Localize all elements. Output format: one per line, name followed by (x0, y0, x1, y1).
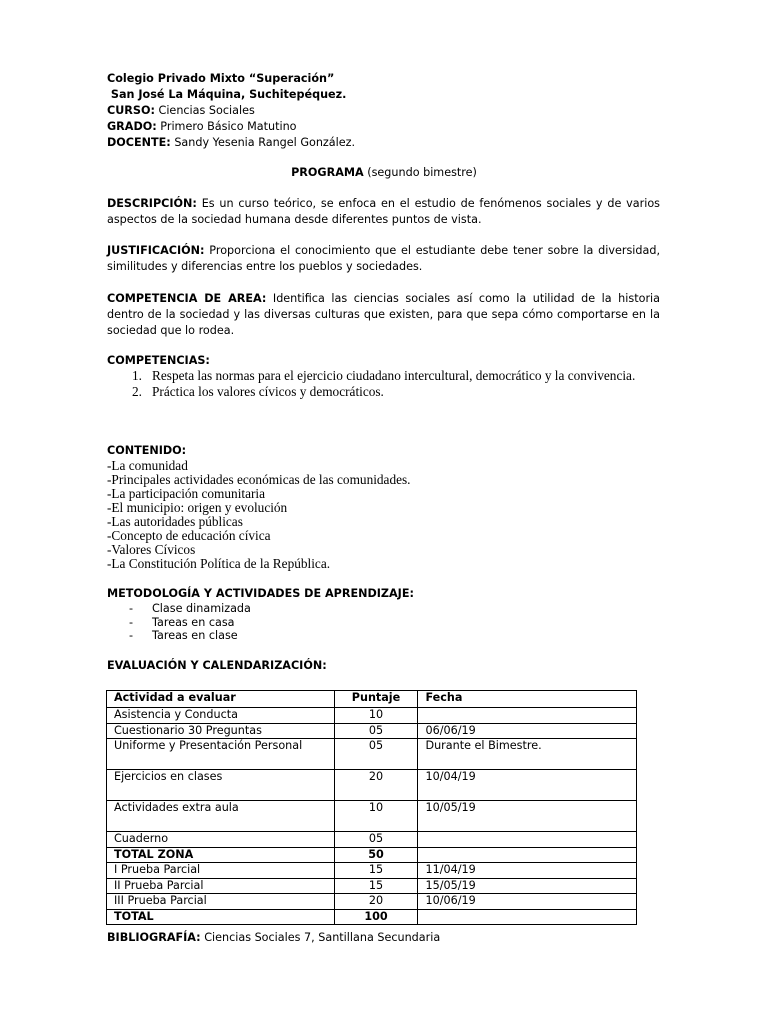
table-cell: 10/04/19 (418, 770, 637, 801)
table-cell (418, 847, 637, 863)
bibliografia-label: BIBLIOGRAFÍA: (107, 931, 201, 944)
list-item: -El municipio: origen y evolución (107, 500, 288, 515)
table-cell (418, 909, 637, 925)
justificacion-paragraph (107, 243, 660, 275)
justificacion-label: JUSTIFICACIÓN: (107, 244, 205, 257)
table-cell: Cuestionario 30 Preguntas (107, 723, 335, 739)
competencia-area-text: Identifica las ciencias sociales así como la utilidad de la historia dentro de la sociedad y las diversas culturas que existen, para que sepa cómo comportarse en la sociedad que lo rodea. (107, 292, 661, 337)
curso-line (107, 103, 667, 119)
list-item: - Clase dinamizada (129, 602, 251, 615)
curso-value: Ciencias Sociales (158, 104, 255, 117)
table-row (107, 909, 637, 925)
table-cell: 05 (334, 832, 418, 848)
table-cell: Cuaderno (107, 832, 335, 848)
table-cell: 20 (334, 894, 418, 910)
school-name: Colegio Privado Mixto “Superación” (107, 72, 335, 85)
table-cell: I Prueba Parcial (107, 863, 335, 879)
table-row (107, 723, 637, 739)
programa-title (0, 165, 768, 181)
table-row (107, 708, 637, 724)
table-cell: 15/05/19 (418, 878, 637, 894)
list-item: 2. Práctica los valores cívicos y democráticos. (132, 384, 384, 399)
table-cell: 06/06/19 (418, 723, 637, 739)
table-cell: 20 (334, 770, 418, 801)
competencia-area-paragraph (107, 291, 660, 339)
justificacion-text: Proporciona el conocimiento que el estudiante debe tener sobre la diversidad, similitudes y diferencias entre los pueblos y sociedades. (107, 244, 660, 273)
list-item: -La Constitución Política de la República. (107, 556, 331, 571)
docente-label: DOCENTE: (107, 136, 171, 149)
grado-label: GRADO: (107, 120, 157, 133)
list-item: -Valores Cívicos (107, 542, 196, 557)
table-cell: 10 (334, 801, 418, 832)
table-row (107, 801, 637, 832)
table-cell: 15 (334, 863, 418, 879)
programa-label: PROGRAMA (291, 166, 364, 179)
table-cell: 10/06/19 (418, 894, 637, 910)
list-item: -Principales actividades económicas de las comunidades. (107, 472, 411, 487)
table-header-cell: Fecha (418, 691, 637, 708)
table-cell: Uniforme y Presentación Personal (107, 739, 335, 770)
competencia-area-label: COMPETENCIA DE AREA: (107, 292, 267, 305)
table-cell: Ejercicios en clases (107, 770, 335, 801)
table-row (107, 832, 637, 848)
contenido-heading: CONTENIDO: (107, 444, 187, 457)
table-header-row (107, 691, 637, 708)
evaluation-table (106, 690, 637, 925)
table-cell: 11/04/19 (418, 863, 637, 879)
grado-value: Primero Básico Matutino (160, 120, 297, 133)
descripcion-text: Es un curso teórico, se enfoca en el estudio de fenómenos sociales y de varios aspectos de la sociedad humana desde diferentes puntos de vista. (107, 197, 660, 226)
list-item: -La comunidad (107, 458, 188, 473)
competencias-heading: COMPETENCIAS: (107, 354, 210, 367)
list-item: - Tareas en casa (129, 615, 235, 629)
table-row (107, 894, 637, 910)
school-location: San José La Máquina, Suchitepéquez. (110, 88, 347, 101)
table-row (107, 878, 637, 894)
table-cell: 05 (334, 723, 418, 739)
descripcion-label: DESCRIPCIÓN: (107, 197, 197, 210)
table-header-cell: Puntaje (334, 691, 418, 708)
descripcion-paragraph (107, 196, 660, 228)
table-cell: TOTAL (107, 909, 335, 925)
table-cell: 10/05/19 (418, 801, 637, 832)
table-cell: Actividades extra aula (107, 801, 335, 832)
table-cell: 10 (334, 708, 418, 724)
table-header-cell: Actividad a evaluar (107, 691, 335, 708)
list-item: -Las autoridades públicas (107, 514, 243, 529)
programa-subtitle: (segundo bimestre) (367, 166, 477, 179)
grado-line (107, 119, 667, 135)
curso-label: CURSO: (107, 104, 155, 117)
table-cell: Asistencia y Conducta (107, 708, 335, 724)
table-row (107, 863, 637, 879)
bibliografia-line (107, 930, 440, 946)
bibliografia-text: Ciencias Sociales 7, Santillana Secundaria (204, 931, 441, 944)
list-item: - Tareas en clase (129, 629, 238, 642)
metodologia-list (107, 602, 251, 643)
table-cell: 05 (334, 739, 418, 770)
table-row (107, 770, 637, 801)
table-cell (418, 832, 637, 848)
table-row (107, 847, 637, 863)
table-cell: TOTAL ZONA (107, 847, 335, 863)
table-row (107, 739, 637, 770)
table-cell: II Prueba Parcial (107, 878, 335, 894)
docente-line (107, 135, 667, 151)
table-cell: III Prueba Parcial (107, 894, 335, 910)
table-cell: Durante el Bimestre. (418, 739, 637, 770)
contenido-list (107, 459, 667, 571)
evaluacion-heading: EVALUACIÓN Y CALENDARIZACIÓN: (107, 659, 327, 672)
list-item: -La participación comunitaria (107, 486, 266, 501)
table-cell: 50 (334, 847, 418, 863)
header-block (107, 71, 667, 151)
metodologia-heading: METODOLOGÍA Y ACTIVIDADES DE APRENDIZAJE: (107, 587, 414, 600)
table-cell: 100 (334, 909, 418, 925)
docente-value: Sandy Yesenia Rangel González. (174, 136, 356, 149)
list-item: 1. Respeta las normas para el ejercicio ciudadano intercultural, democrático y la convivencia. (132, 368, 636, 383)
table-cell: 15 (334, 878, 418, 894)
competencias-list (107, 369, 712, 399)
list-item: -Concepto de educación cívica (107, 528, 271, 543)
table-cell (418, 708, 637, 724)
